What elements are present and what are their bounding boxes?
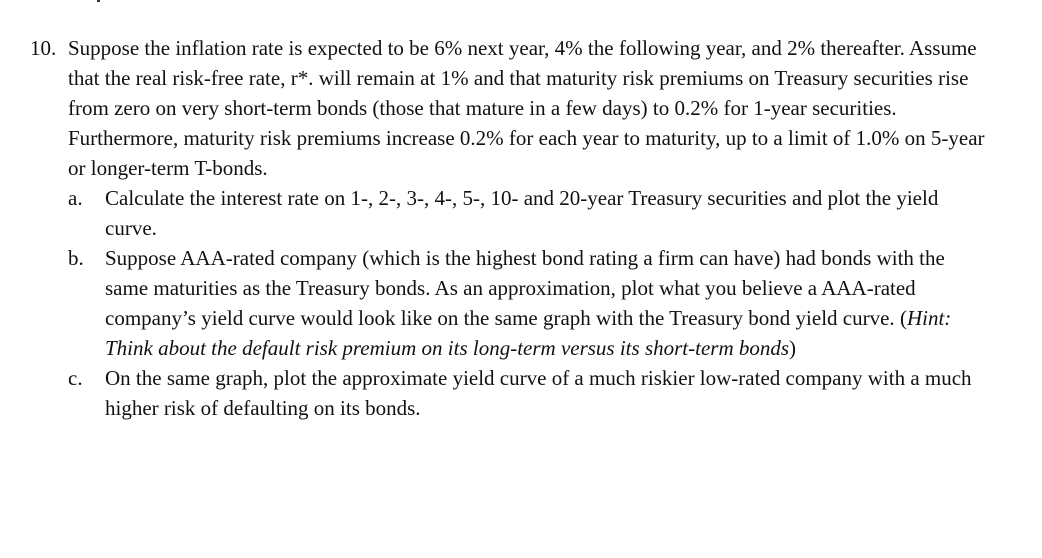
sub-question-text-wrapper bbox=[105, 243, 990, 363]
page-edge-fragment bbox=[97, 0, 100, 2]
sub-question-marker: c. bbox=[68, 366, 83, 390]
sub-question-text: On the same graph, plot the approximate yield curve of a much riskier low-rated company with a much higher risk of defaulting on its bonds. bbox=[105, 366, 972, 420]
hint-close-paren: ) bbox=[789, 336, 797, 360]
sub-question-c bbox=[68, 363, 990, 423]
sub-question-a bbox=[68, 183, 990, 243]
question-number: 10. bbox=[30, 36, 57, 60]
hint-open-paren: ( bbox=[894, 306, 907, 330]
sub-question-text: Calculate the interest rate on 1-, 2-, 3-, 4-, 5-, 10- and 20-year Treasury securities and plot the yield curve. bbox=[105, 186, 939, 240]
sub-question-marker: a. bbox=[68, 186, 83, 210]
sub-question-b bbox=[68, 243, 990, 363]
sub-questions bbox=[30, 183, 990, 423]
question-text: Suppose the inflation rate is expected to be 6% next year, 4% the following year, and 2% thereafter. Assume that the real risk-free rate, r*. will remain at 1% and that maturity risk premiums on Treasury securities rise from zero on very short-term bonds (those that mature in a few days) to 0.2% for 1-year securities. Furthermore, maturity risk premiums increase 0.2% for each year to maturity, up to a limit of 1.0% on 5-year or longer-term T-bonds. bbox=[68, 36, 985, 180]
problem-document bbox=[30, 33, 990, 423]
question-10 bbox=[30, 33, 990, 183]
sub-question-marker: b. bbox=[68, 246, 84, 270]
hint-text: Hint: Think about the default risk premium on its long-term versus its short-term bonds bbox=[105, 306, 952, 360]
sub-question-text: Suppose AAA-rated company (which is the highest bond rating a firm can have) had bonds with the same maturities as the Treasury bonds. As an approximation, plot what you believe a AAA-rated company’s yield curve would look like on the same graph with the Treasury bond yield curve. bbox=[105, 246, 945, 330]
